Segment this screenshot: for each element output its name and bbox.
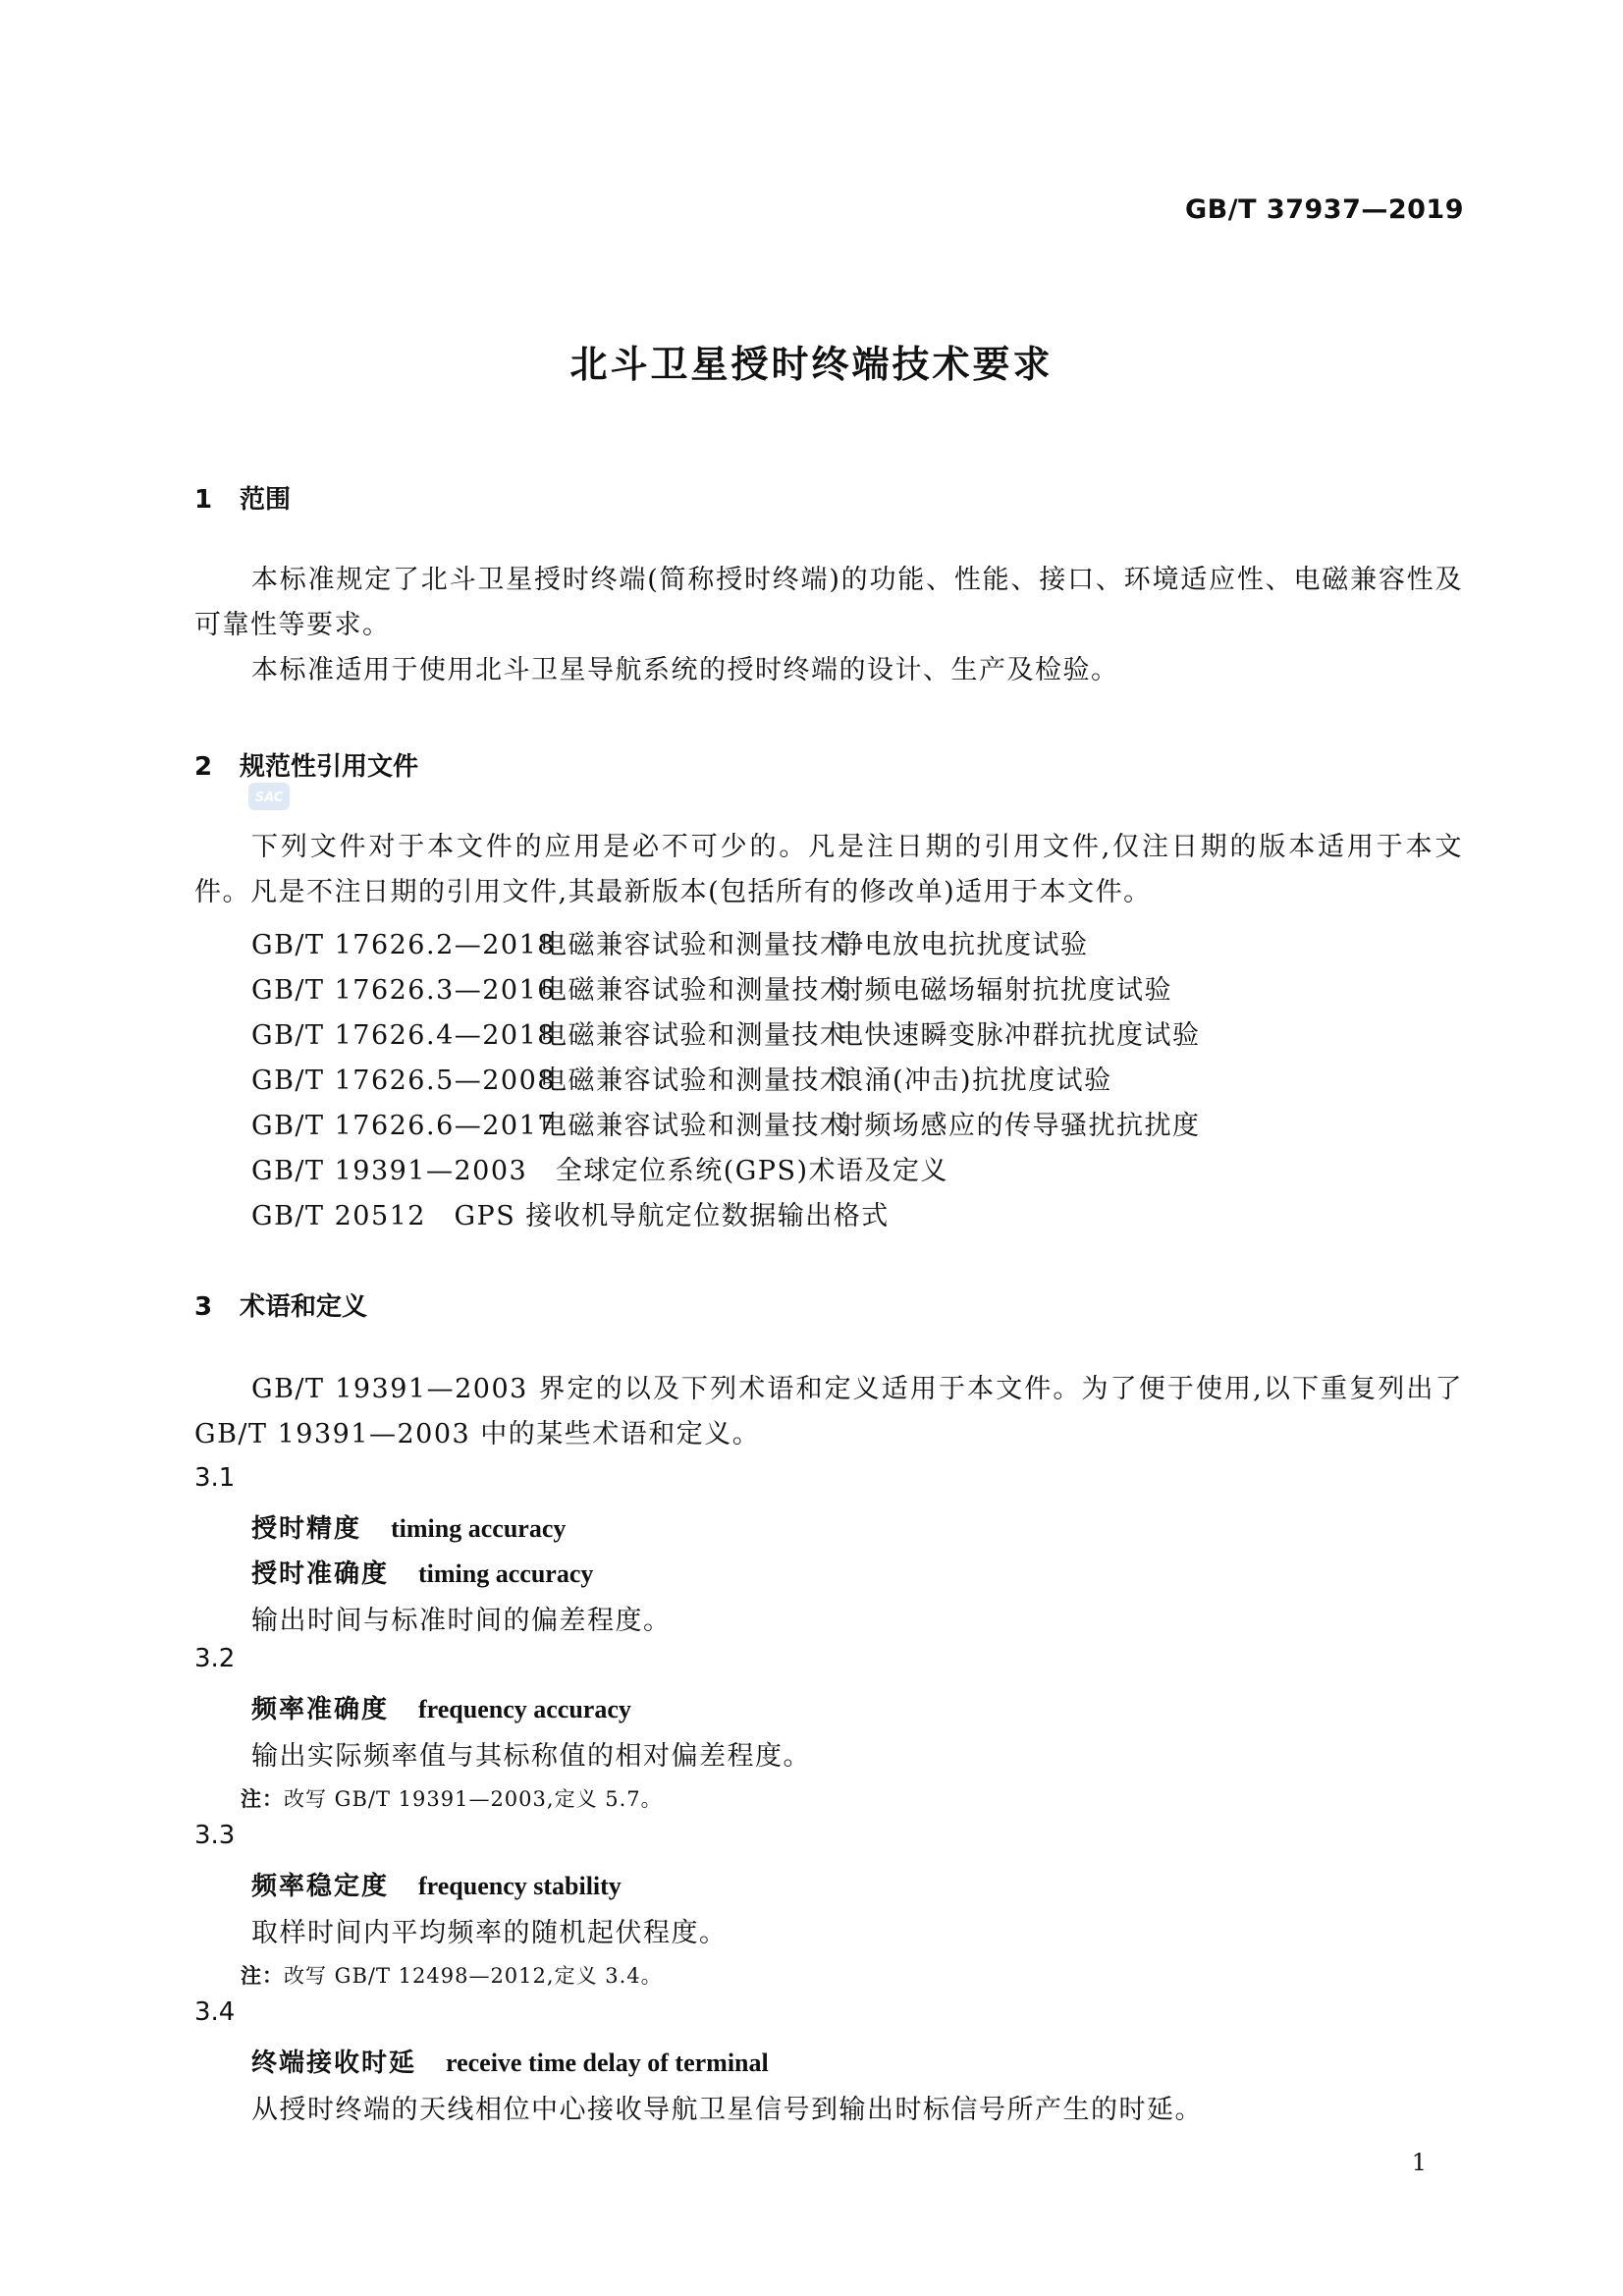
term-name-zh: 频率准确度: [251, 1695, 390, 1724]
term-name-zh: 终端接收时延: [251, 2049, 417, 2078]
reference-part-1: 电磁兼容: [540, 975, 652, 1006]
term-definition: 从授时终端的天线相位中心接收导航卫星信号到输出时标信号所产生的时延。: [251, 2095, 1203, 2125]
reference-part-1: 电磁兼容: [540, 1066, 652, 1096]
term-name-en: receive time delay of terminal: [446, 2049, 769, 2077]
reference-item: [251, 1013, 1201, 1052]
reference-part-3: 射频电磁场辐射抗扰度试验: [837, 975, 1172, 1006]
term-name: [251, 1554, 593, 1590]
section-1-heading: [194, 479, 291, 516]
term-definition: 输出实际频率值与其标称值的相对偏差程度。: [251, 1741, 811, 1772]
note-label: 注：: [241, 1964, 284, 1988]
sac-watermark-logo: [247, 782, 291, 811]
section-title: 规范性引用文件: [240, 752, 419, 782]
reference-code: GB/T 17626.4—2018: [251, 1020, 556, 1051]
reference-code: GB/T 17626.3—2016: [251, 975, 556, 1006]
reference-part-1: 电磁兼容: [540, 930, 652, 960]
section-1-paragraph-2: 本标准适用于使用北斗卫星导航系统的授时终端的设计、生产及检验。: [251, 655, 1119, 685]
reference-part-3: 电快速瞬变脉冲群抗扰度试验: [837, 1020, 1201, 1051]
note-text: 改写 GB/T 12498—2012,定义 3.4。: [284, 1964, 663, 1988]
section-number: 1: [194, 485, 213, 515]
reference-item: [251, 923, 1089, 961]
section-number: 3: [194, 1292, 213, 1322]
term-note: [241, 1783, 663, 1813]
section-3-intro: GB/T 19391—2003 界定的以及下列术语和定义适用于本文件。为了便于使用,以下重复列出了 GB/T 19391—2003 中的某些术语和定义。: [194, 1374, 1463, 1449]
term-number: 3.1: [194, 1463, 236, 1493]
reference-part-3: 浪涌(冲击)抗扰度试验: [837, 1066, 1112, 1096]
reference-part-3: 静电放电抗扰度试验: [837, 930, 1089, 960]
term-name-en: timing accuracy: [418, 1559, 594, 1588]
term-name-en: frequency accuracy: [418, 1695, 631, 1723]
section-title: 术语和定义: [240, 1292, 368, 1322]
reference-part-1: 电磁兼容: [540, 1020, 652, 1051]
section-title: 范围: [240, 485, 292, 515]
reference-part-2: 试验和测量技术: [652, 1020, 848, 1051]
section-1-paragraph-1: 本标准规定了北斗卫星授时终端(简称授时终端)的功能、性能、接口、环境适应性、电磁兼容性及可靠性等要求。: [194, 565, 1463, 640]
reference-code: GB/T 17626.5—2008: [251, 1066, 556, 1096]
term-name: [251, 1508, 566, 1545]
term-name-zh: 频率稳定度: [251, 1872, 390, 1901]
term-name: [251, 2043, 769, 2079]
term-definition: 取样时间内平均频率的随机起伏程度。: [251, 1918, 728, 1948]
term-note: [241, 1960, 663, 1990]
term-name: [251, 1689, 631, 1725]
term-name-zh: 授时准确度: [251, 1559, 390, 1589]
reference-part-2: 试验和测量技术: [652, 930, 848, 960]
section-number: 2: [194, 752, 213, 782]
section-3-heading: [194, 1286, 367, 1323]
reference-part-2: 试验和测量技术: [652, 1066, 848, 1096]
svg-text:SAC: SAC: [254, 791, 284, 805]
document-title: 北斗卫星授时终端技术要求: [569, 343, 1054, 386]
reference-part-1: 电磁兼容: [540, 1111, 652, 1141]
term-name-zh: 授时精度: [251, 1514, 362, 1544]
reference-part-2: 试验和测量技术: [652, 1111, 848, 1141]
reference-item: [251, 1104, 1201, 1142]
section-2-heading: [194, 746, 418, 783]
term-number: 3.2: [194, 1644, 236, 1673]
note-text: 改写 GB/T 19391—2003,定义 5.7。: [284, 1787, 663, 1811]
page-number: 1: [1411, 2149, 1427, 2176]
term-name: [251, 1866, 622, 1902]
reference-part-2: 试验和测量技术: [652, 975, 848, 1006]
note-label: 注：: [241, 1787, 284, 1811]
reference-item: [251, 1059, 1112, 1097]
term-number: 3.3: [194, 1821, 236, 1850]
reference-code: GB/T 17626.2—2018: [251, 930, 556, 960]
term-number: 3.4: [194, 1997, 236, 2027]
term-name-en: timing accuracy: [391, 1514, 567, 1543]
reference-item: GB/T 20512 GPS 接收机导航定位数据输出格式: [251, 1201, 890, 1231]
reference-part-3: 射频场感应的传导骚扰抗扰度: [837, 1111, 1201, 1141]
section-2-intro: 下列文件对于本文件的应用是必不可少的。凡是注日期的引用文件,仅注日期的版本适用于本文件。凡是不注日期的引用文件,其最新版本(包括所有的修改单)适用于本文件。: [194, 832, 1463, 907]
reference-code: GB/T 17626.6—2017: [251, 1111, 556, 1141]
term-name-en: frequency stability: [418, 1872, 622, 1900]
standard-number: GB/T 37937—2019: [1185, 194, 1464, 225]
reference-item: GB/T 19391—2003 全球定位系统(GPS)术语及定义: [251, 1156, 949, 1186]
reference-item: [251, 968, 1172, 1007]
term-definition: 输出时间与标准时间的偏差程度。: [251, 1606, 672, 1636]
